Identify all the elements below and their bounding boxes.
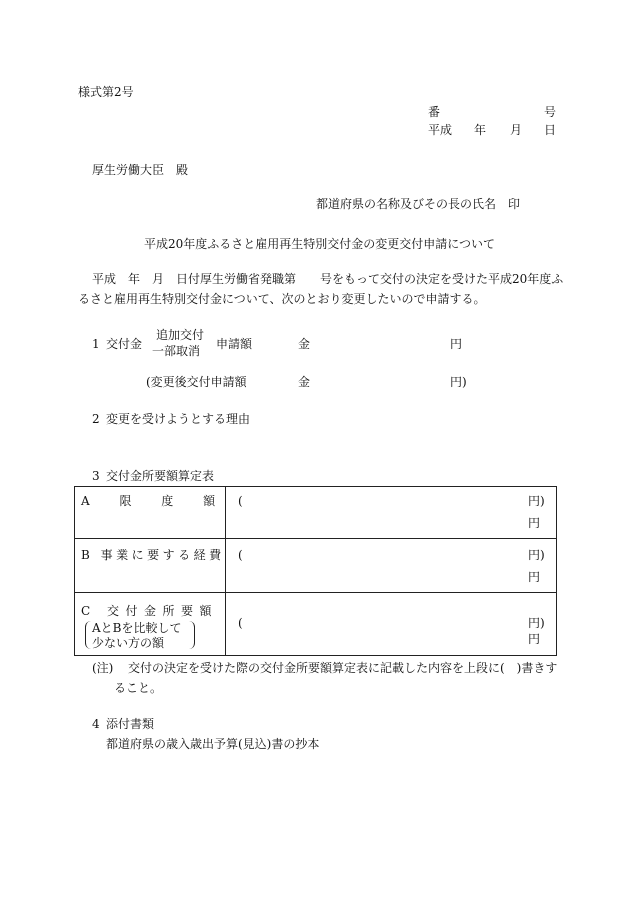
row-c-open-paren: ( [238, 616, 243, 630]
option-partial-cancel: 一部取消 [152, 344, 201, 358]
section-1-label: 交付金 [106, 337, 143, 351]
note-line-2: ること。 [114, 681, 163, 695]
section-3-number: 3 [92, 469, 100, 483]
date-month: 月 [510, 123, 523, 137]
row-a-yen-paren: 円) [528, 494, 545, 508]
number-label: 番 [428, 105, 441, 119]
row-a-label [81, 495, 215, 507]
section-4-number: 4 [92, 717, 100, 731]
number-suffix: 号 [544, 105, 557, 119]
row-c-yen: 円 [528, 632, 541, 646]
row-a-label-text: A 限 度 額 [81, 494, 216, 508]
attachment-item: 都道府県の歳入歳出予算(見込)書の抄本 [106, 737, 320, 751]
row-c-label-cell [75, 593, 226, 656]
calculation-table [74, 486, 557, 656]
amount-yen: 円 [450, 337, 463, 351]
body-line-1: 平成 年 月 日付厚生労働省発職第 号をもって交付の決定を受けた平成20年度ふ [92, 272, 564, 286]
amount-label: 申請額 [216, 337, 253, 351]
row-b-label: B 事業に要する経費 [81, 548, 225, 562]
note-label: (注) [92, 661, 114, 675]
row-b-yen: 円 [528, 570, 541, 584]
row-b-label-cell [75, 539, 226, 593]
section-1-number: 1 [92, 337, 100, 351]
option-additional: 追加交付 [156, 328, 205, 342]
addressee: 厚生労働大臣 殿 [92, 163, 189, 177]
row-c-yen-paren: 円) [528, 616, 545, 630]
section-2-label: 変更を受けようとする理由 [106, 412, 251, 426]
after-change-label: (変更後交付申請額 [146, 375, 247, 389]
amount-kin: 金 [298, 337, 311, 351]
section-3-label: 交付金所要額算定表 [106, 469, 215, 483]
table-row [75, 593, 557, 656]
row-c-label: C 交付金所要額 [81, 604, 218, 618]
row-b-value-cell [226, 539, 557, 593]
row-c-value-cell [226, 593, 557, 656]
row-a-value-cell [226, 487, 557, 539]
body-line-2: るさと雇用再生特別交付金について、次のとおり変更したいので申請する。 [78, 292, 486, 306]
row-a-yen: 円 [528, 516, 541, 530]
row-a-label-cell [75, 487, 226, 539]
section-4-label: 添付書類 [106, 717, 155, 731]
date-day: 日 [544, 123, 557, 137]
row-b-yen-paren: 円) [528, 548, 545, 562]
date-year: 年 [474, 123, 487, 137]
after-change-kin: 金 [298, 375, 311, 389]
note-line-1: 交付の決定を受けた際の交付金所要額算定表に記載した内容を上段に( )書きす [128, 661, 558, 675]
form-number: 様式第2号 [78, 85, 134, 99]
section-2-number: 2 [92, 412, 100, 426]
document-title: 平成20年度ふるさと雇用再生特別交付金の変更交付申請について [144, 237, 496, 251]
date-era: 平成 [428, 123, 453, 137]
row-b-open-paren: ( [238, 548, 243, 562]
table-row [75, 487, 557, 539]
row-a-open-paren: ( [238, 494, 243, 508]
comparison-note-bracket [85, 621, 195, 649]
table-row [75, 539, 557, 593]
after-change-yen: 円) [450, 375, 467, 389]
applicant-signature: 都道府県の名称及びその長の氏名 印 [316, 197, 521, 211]
comparison-note-line-2: 少ない方の額 [92, 636, 165, 650]
comparison-note-line-1: AとBを比較して [92, 621, 182, 635]
